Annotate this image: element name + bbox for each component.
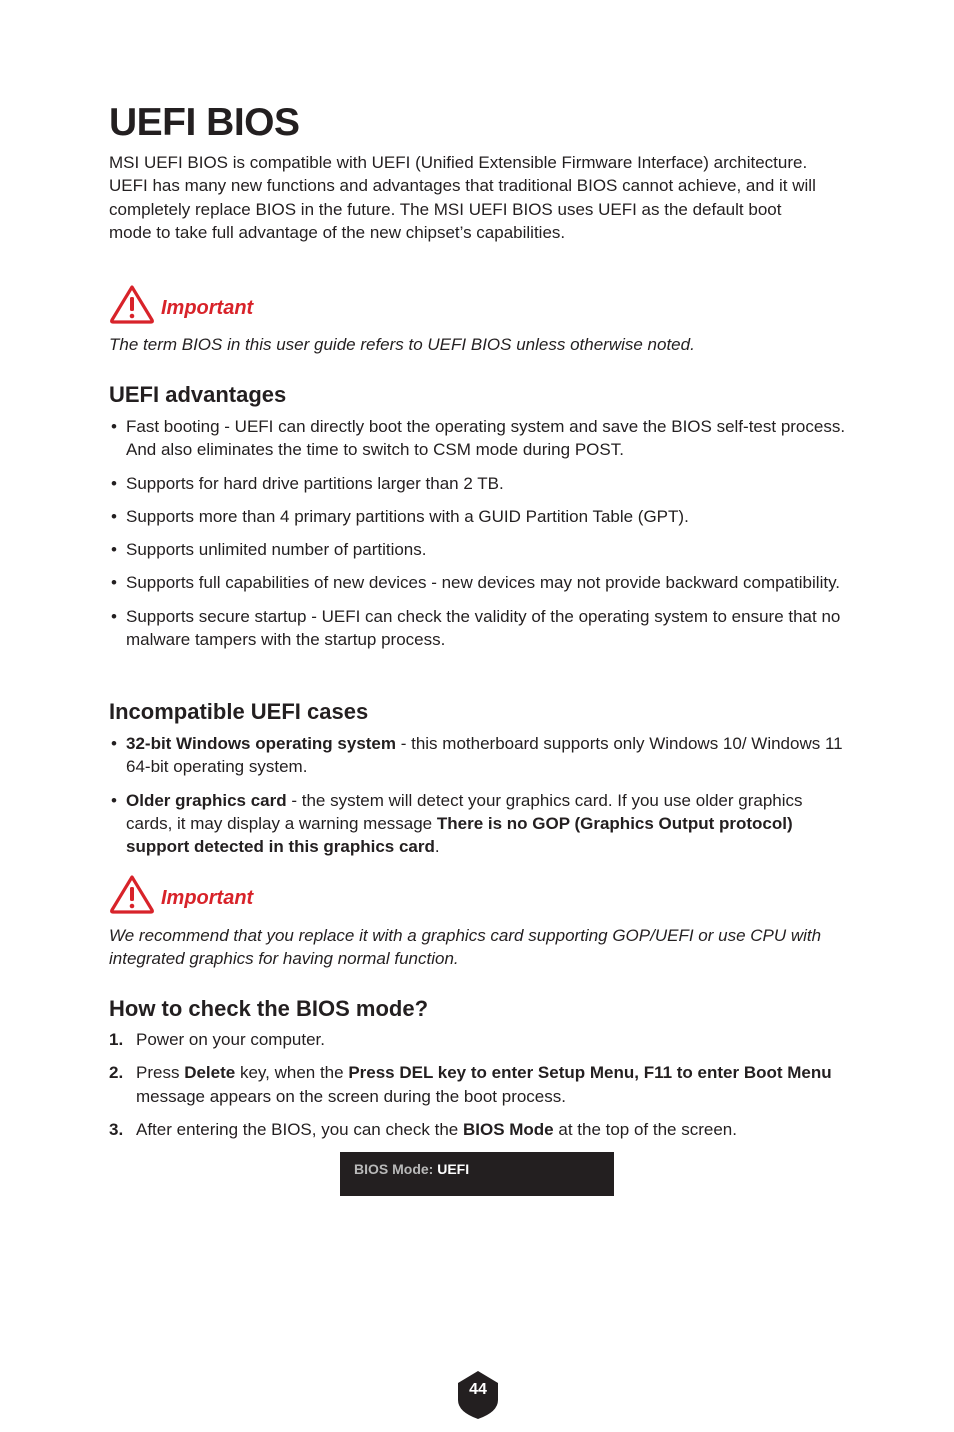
bios-mode-term: BIOS Mode bbox=[462, 1119, 554, 1139]
step-text: message appears on the screen during the boot process. bbox=[136, 1086, 566, 1106]
step-number: 1. bbox=[109, 1030, 124, 1049]
list-item: • Supports for hard drive partitions larger than 2 TB. bbox=[109, 472, 849, 495]
boot-message: Press DEL key to enter Setup Menu, F11 to enter Boot Menu bbox=[348, 1063, 832, 1083]
step-number: 3. bbox=[109, 1119, 124, 1139]
list-item bbox=[109, 789, 849, 859]
list-item-term: Older graphics card bbox=[126, 790, 287, 810]
list-item-end: . bbox=[434, 837, 440, 857]
list-item: • Supports full capabilities of new devices - new devices may not provide backward compatibility. bbox=[109, 571, 849, 594]
warning-icon bbox=[109, 874, 155, 914]
uefi-advantages-heading: UEFI advantages bbox=[109, 382, 287, 407]
step-item bbox=[109, 1118, 849, 1141]
page-number-badge bbox=[457, 1370, 499, 1420]
list-item-term: 32-bit Windows operating system bbox=[126, 734, 396, 753]
step-item bbox=[109, 1028, 849, 1051]
important-note-2: We recommend that you replace it with a graphics card supporting GOP/UEFI or use CPU with integrated graphics for having normal function. bbox=[109, 926, 822, 969]
warning-message: There is no GOP (Graphics Output protocol) support detected in this graphics card bbox=[126, 813, 793, 857]
step-text: Press bbox=[136, 1063, 185, 1083]
important-callout-2 bbox=[109, 873, 253, 915]
key-name: Delete bbox=[184, 1063, 236, 1083]
bios-mode-value: UEFI bbox=[437, 1161, 470, 1177]
list-item: • Fast booting - UEFI can directly boot the operating system and save the BIOS self-test process. And also eliminates the time to switch to CSM mode during POST. bbox=[109, 415, 849, 462]
page-number: 44 bbox=[469, 1381, 487, 1398]
important-label: Important bbox=[161, 886, 254, 909]
intro-paragraph: MSI UEFI BIOS is compatible with UEFI (Unified Extensible Firmware Interface) architecture. UEFI has many new functions and advantages that traditional BIOS cannot achieve, and it will completely replace BIOS in the future. The MSI UEFI BIOS uses UEFI as the default boot mode to take full advantage of the new chipset’s capabilities. bbox=[109, 153, 816, 242]
important-label: Important bbox=[161, 296, 254, 319]
list-item: • Supports more than 4 primary partitions with a GUID Partition Table (GPT). bbox=[109, 505, 849, 528]
bios-mode-screenshot bbox=[340, 1152, 614, 1196]
page-title: UEFI BIOS bbox=[109, 101, 300, 144]
warning-icon bbox=[109, 284, 155, 324]
step-text: After entering the BIOS, you can check the bbox=[136, 1119, 463, 1139]
uefi-advantages-list bbox=[109, 415, 849, 661]
step-item bbox=[109, 1061, 849, 1108]
step-text: key, when the bbox=[235, 1063, 349, 1083]
check-bios-mode-heading: How to check the BIOS mode? bbox=[109, 996, 429, 1021]
check-bios-mode-steps bbox=[109, 1028, 849, 1151]
list-item-text: - the system will detect your graphics card. If you use older graphics cards, it may display a warning message bbox=[126, 790, 803, 833]
list-item-text: - this motherboard supports only Windows 10/ Windows 11 64-bit operating system. bbox=[126, 734, 843, 777]
step-text: Power on your computer. bbox=[136, 1030, 325, 1049]
important-note-1: The term BIOS in this user guide refers to UEFI BIOS unless otherwise noted. bbox=[109, 335, 695, 354]
important-callout-1 bbox=[109, 283, 253, 325]
incompatible-uefi-list bbox=[109, 732, 849, 868]
list-item bbox=[109, 732, 849, 779]
incompatible-uefi-heading: Incompatible UEFI cases bbox=[109, 699, 369, 724]
bios-mode-key: BIOS Mode: bbox=[354, 1161, 434, 1177]
step-number: 2. bbox=[109, 1063, 124, 1083]
list-item: • Supports unlimited number of partitions. bbox=[109, 538, 849, 561]
list-item: • Supports secure startup - UEFI can check the validity of the operating system to ensure that no malware tampers with the startup process. bbox=[109, 605, 849, 652]
step-text: at the top of the screen. bbox=[553, 1119, 737, 1139]
